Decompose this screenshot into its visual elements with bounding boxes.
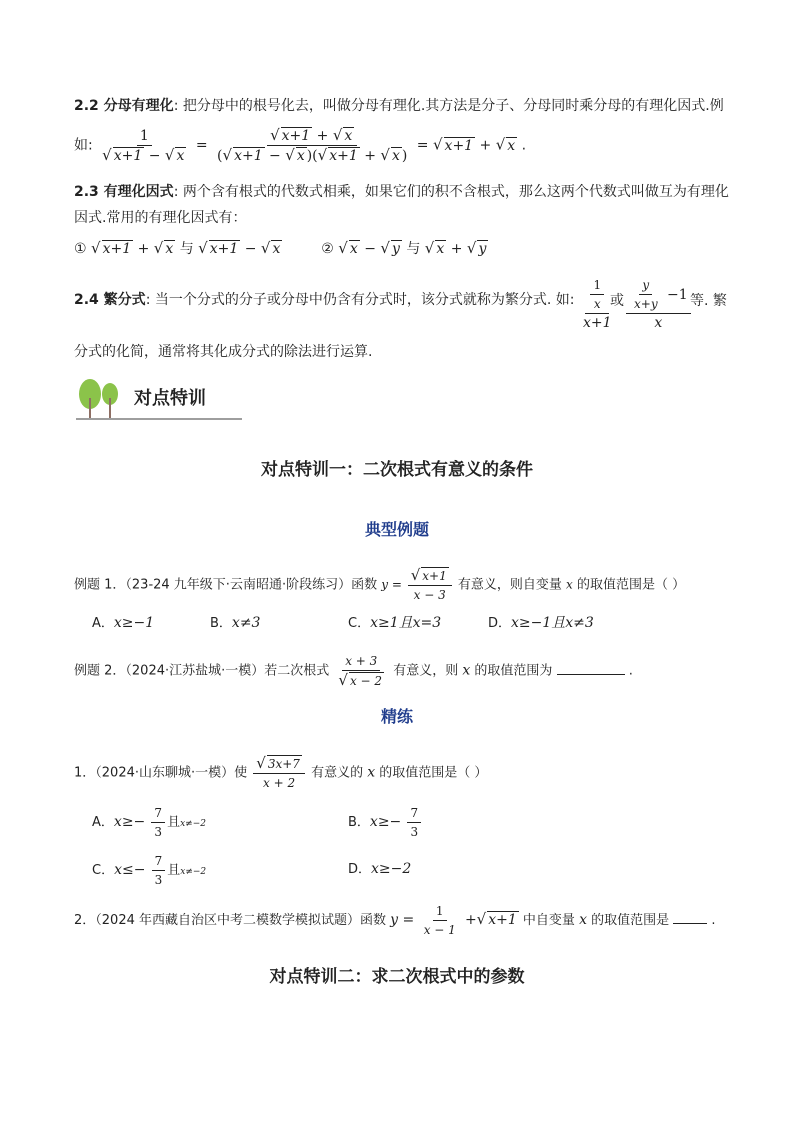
banner-title: 对点特训 bbox=[134, 388, 206, 409]
example-1-suffix: 有意义，则自变量 bbox=[457, 577, 562, 593]
section-2-3-line1 bbox=[74, 182, 729, 202]
etc-word: 等. 繁 bbox=[690, 293, 727, 309]
practice-1: 1．（2024·山东聊城·一模）使 $\frac{√ 3x+7}{x + 2}$ 有意义的 x 的取值范围是（ ） bbox=[74, 754, 488, 790]
rationalize-fraction-mid: $\frac{√ x+1 + √ x}{(√ x+1 - √ x )(√ x+1 + √ x )}$ bbox=[217, 126, 408, 164]
section-2-4-line1 bbox=[74, 290, 574, 310]
example-1-option-c[interactable]: C．x≥1且x=3 bbox=[348, 615, 442, 631]
example-2-prefix: 例题 2．（2024·江苏盐城·一模）若二次根式 bbox=[74, 663, 330, 679]
tree-icon bbox=[76, 376, 136, 420]
practice-1-suffix2: 的取值范围是（ ） bbox=[379, 765, 488, 781]
example-1-option-d[interactable]: D．x≥−1且x≠3 bbox=[488, 615, 594, 631]
answer-blank[interactable] bbox=[557, 674, 625, 675]
section-2-2-label: 2.2 分母有理化 bbox=[74, 98, 174, 114]
example-2-suffix2: 的取值范围为 bbox=[474, 663, 553, 679]
practice-1-option-a[interactable]: A．x≥− $\frac{7}{3}$ 且x≠−2 bbox=[92, 806, 206, 839]
example-end: . bbox=[521, 137, 527, 154]
practice-2-suffix2: 的取值范围是 bbox=[591, 913, 670, 928]
practice-2-end: . bbox=[711, 913, 716, 928]
example-2-suffix: 有意义，则 bbox=[393, 663, 459, 679]
example-1-option-a[interactable]: A．x≥−1 bbox=[92, 615, 155, 631]
section-2-2-text: : 把分母中的根号化去，叫做分母有理化.其方法是分子、分母同时乘分母的有理化因式.例 bbox=[173, 98, 724, 114]
complex-fraction-1: $\frac{\frac{1}{x}}{x+1}$ bbox=[583, 278, 612, 331]
practice-1-option-b[interactable]: B．x≥− $\frac{7}{3}$ bbox=[348, 804, 423, 841]
section-2-2-line1 bbox=[74, 96, 724, 116]
practice-2-prefix: 2．（2024 年西藏自治区中考二模数学模拟试题）函数 bbox=[74, 913, 386, 928]
with-word: 与 bbox=[179, 241, 194, 257]
example-prefix: 如: bbox=[74, 137, 93, 154]
section2-title: 对点特训二：求二次根式中的参数 bbox=[269, 967, 525, 987]
example-1: 例题 1．（23-24 九年级下·云南昭通·阶段练习）函数 y = $\frac{√ x+1}{x - 3}$ 有意义，则自变量 x 的取值范围是（ ） bbox=[74, 566, 686, 602]
practice-2-fraction: $\frac{1}{x - 1}$ bbox=[423, 904, 456, 937]
section-2-4-line2: 分式的化简，通常将其化成分式的除法进行运算. bbox=[74, 344, 373, 360]
practice-1-prefix: 1．（2024·山东聊城·一模）使 bbox=[74, 765, 248, 781]
example-1-prefix: 例题 1．（23-24 九年级下·云南昭通·阶段练习）函数 bbox=[74, 577, 378, 593]
practice-title: 精练 bbox=[380, 707, 413, 726]
example-2: 例题 2．（2024·江苏盐城·一模）若二次根式 $\frac{x + 3}{√ x - 2}$ 有意义，则 x 的取值范围为 . bbox=[74, 654, 633, 689]
example-2-fraction: $\frac{x + 3}{√ x - 2}$ bbox=[338, 654, 383, 689]
example-2-end: . bbox=[628, 663, 633, 679]
section-banner bbox=[76, 376, 242, 420]
typical-examples-title: 典型例题 bbox=[364, 520, 429, 539]
example-1-fraction: $\frac{√ x+1}{x - 3}$ bbox=[408, 566, 452, 604]
section-2-3-text: : 两个含有根式的代数式相乘，如果它们的积不含根式，那么这两个代数式叫做互为有理化 bbox=[173, 184, 729, 200]
section-2-4-label: 2.4 繁分式 bbox=[74, 292, 146, 308]
example-1-option-b[interactable]: B．x≠3 bbox=[210, 615, 261, 631]
or-word: 或 bbox=[610, 293, 624, 309]
answer-blank[interactable] bbox=[673, 923, 707, 924]
practice-1-fraction: $\frac{√ 3x+7}{x + 2}$ bbox=[253, 754, 305, 792]
section-2-3-label: 2.3 有理化因式 bbox=[74, 184, 174, 200]
section-2-3-line2: 因式.常用的有理化因式有： bbox=[74, 210, 247, 226]
practice-1-suffix: 有意义的 bbox=[311, 765, 364, 781]
practice-1-option-c[interactable]: C．x≤− $\frac{7}{3}$ 且x≠−2 bbox=[92, 854, 207, 887]
section-2-3-factors: ① √ x+1 + √ x 与 √ x+1 − √ x ② √ x − √ y 与 √ x + √ y bbox=[74, 239, 487, 257]
practice-2: 2．（2024 年西藏自治区中考二模数学模拟试题）函数 y = $\frac{1}{x - 1}$ +√ x+1 中自变量 x 的取值范围是 . bbox=[74, 904, 716, 937]
complex-fraction-2: $\frac{y}{x+y}$ −1 x bbox=[624, 276, 693, 332]
item1-num: ① bbox=[74, 241, 87, 257]
practice-2-suffix: 中自变量 bbox=[522, 913, 575, 928]
section-2-4-text: : 当一个分式的分子或分母中仍含有分式时，该分式就称为繁分式. 如: bbox=[145, 292, 575, 308]
with-word: 与 bbox=[406, 241, 421, 257]
rationalize-fraction-lhs: $\frac{1}{√ x+1 - √ x}$ bbox=[102, 127, 185, 164]
practice-1-option-d[interactable]: D．x≥−2 bbox=[348, 861, 412, 877]
section1-title: 对点特训一：二次根式有意义的条件 bbox=[261, 460, 533, 480]
section-2-2-example: 如: $\frac{1}{√ x+1 - √ x}$ = $\frac{√ x+1 + √ x}{(√ x+1 - √ x )(√ x+1 + √ x )}$ = √ x+1 + √ x . bbox=[74, 126, 527, 164]
example-1-suffix2: 的取值范围是（ ） bbox=[576, 577, 686, 593]
item2-num: ② bbox=[321, 241, 334, 257]
